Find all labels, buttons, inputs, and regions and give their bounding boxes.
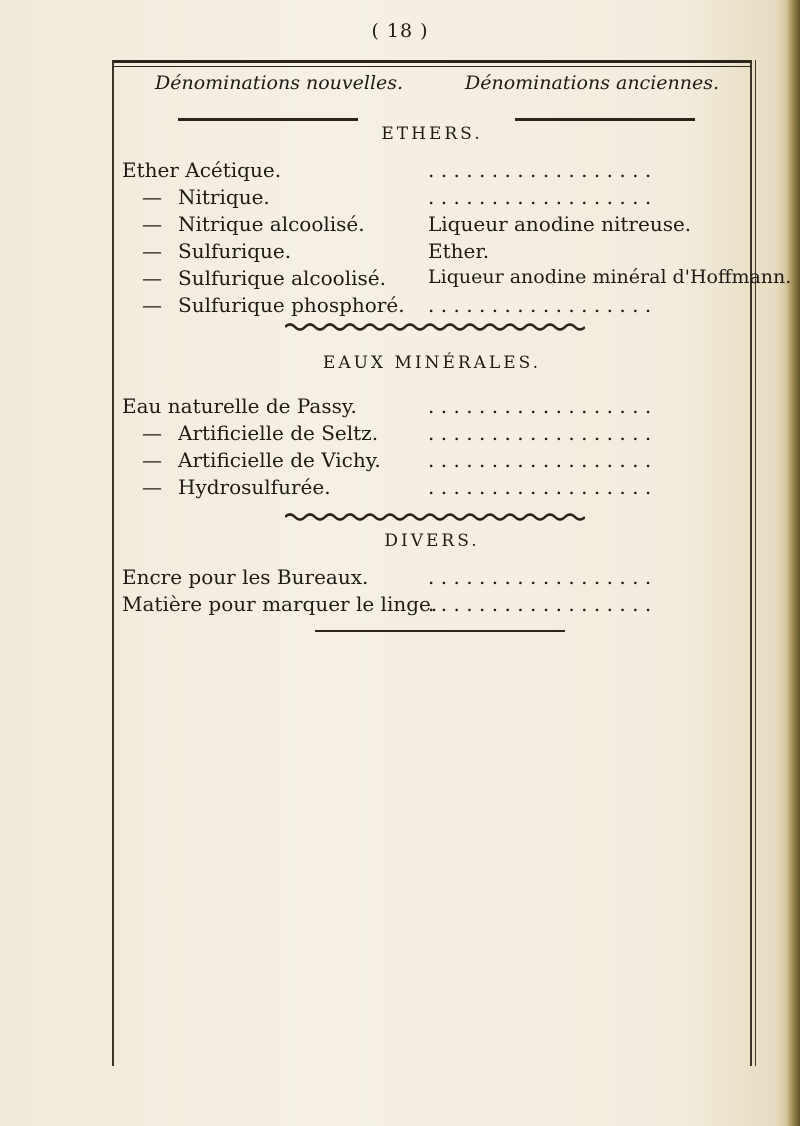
row-name-new: Matière pour marquer le linge.	[122, 592, 438, 616]
leader-dots: ..................	[428, 158, 658, 182]
row-name-old: Liqueur anodine minéral d'Hoffmann.	[428, 266, 792, 288]
section-title-ethers: ETHERS.	[381, 124, 483, 144]
section-divider-wavy	[285, 512, 585, 522]
table-left-rule	[112, 60, 114, 1066]
leader-dots: ..................	[428, 185, 658, 209]
row-name-new	[142, 185, 270, 209]
row-name-text: Sulfurique alcoolisé.	[178, 266, 386, 290]
ditto-dash: —	[142, 293, 162, 317]
row-name-text: Hydrosulfurée.	[178, 475, 331, 499]
row-name-new	[142, 293, 405, 317]
ditto-dash: —	[142, 212, 162, 236]
row-name-text: Sulfurique phosphoré.	[178, 293, 405, 317]
table-right-rule-thin	[755, 60, 756, 1066]
ditto-dash: —	[142, 448, 162, 472]
leader-dots: ..................	[428, 448, 658, 472]
row-name-text: Nitrique.	[178, 185, 270, 209]
ditto-dash: —	[142, 185, 162, 209]
row-name-new	[142, 212, 365, 236]
leader-dots: ..................	[428, 565, 658, 589]
leader-dots: ..................	[428, 475, 658, 499]
row-name-old: Ether.	[428, 239, 490, 263]
row-name-new	[142, 421, 378, 445]
column-header-rule-right	[515, 118, 695, 121]
row-name-new	[142, 239, 291, 263]
table-top-rule-thin	[112, 66, 752, 67]
row-name-text: Nitrique alcoolisé.	[178, 212, 365, 236]
row-name-new	[142, 448, 381, 472]
row-name-old: Liqueur anodine nitreuse.	[428, 212, 692, 236]
page-binding-edge	[786, 0, 800, 1126]
row-name-text: Artificielle de Seltz.	[178, 421, 379, 445]
row-name-text: Artificielle de Vichy.	[178, 448, 381, 472]
row-name-new: Ether Acétique.	[122, 158, 282, 182]
table-top-rule	[112, 60, 752, 63]
section-divider-wavy	[285, 322, 585, 332]
section-title-divers: DIVERS.	[384, 531, 480, 551]
table-right-rule	[750, 60, 752, 1066]
column-header-rule-left	[178, 118, 358, 121]
page-number: ( 18 )	[371, 20, 429, 42]
section-title-eaux-minerales: EAUX MINÉRALES.	[322, 353, 542, 373]
leader-dots: ..................	[428, 394, 658, 418]
ditto-dash: —	[142, 421, 162, 445]
leader-dots: ..................	[428, 421, 658, 445]
row-name-new: Eau naturelle de Passy.	[122, 394, 357, 418]
ditto-dash: —	[142, 475, 162, 499]
row-name-new	[142, 266, 386, 290]
ditto-dash: —	[142, 239, 162, 263]
ditto-dash: —	[142, 266, 162, 290]
leader-dots: ..................	[428, 293, 658, 317]
row-name-text: Sulfurique.	[178, 239, 292, 263]
row-name-new: Encre pour les Bureaux.	[122, 565, 369, 589]
column-header-new: Dénominations nouvelles.	[155, 72, 404, 94]
row-name-new	[142, 475, 331, 499]
table-end-rule	[315, 630, 565, 632]
column-header-old: Dénominations anciennes.	[465, 72, 720, 94]
leader-dots: ..................	[428, 592, 658, 616]
